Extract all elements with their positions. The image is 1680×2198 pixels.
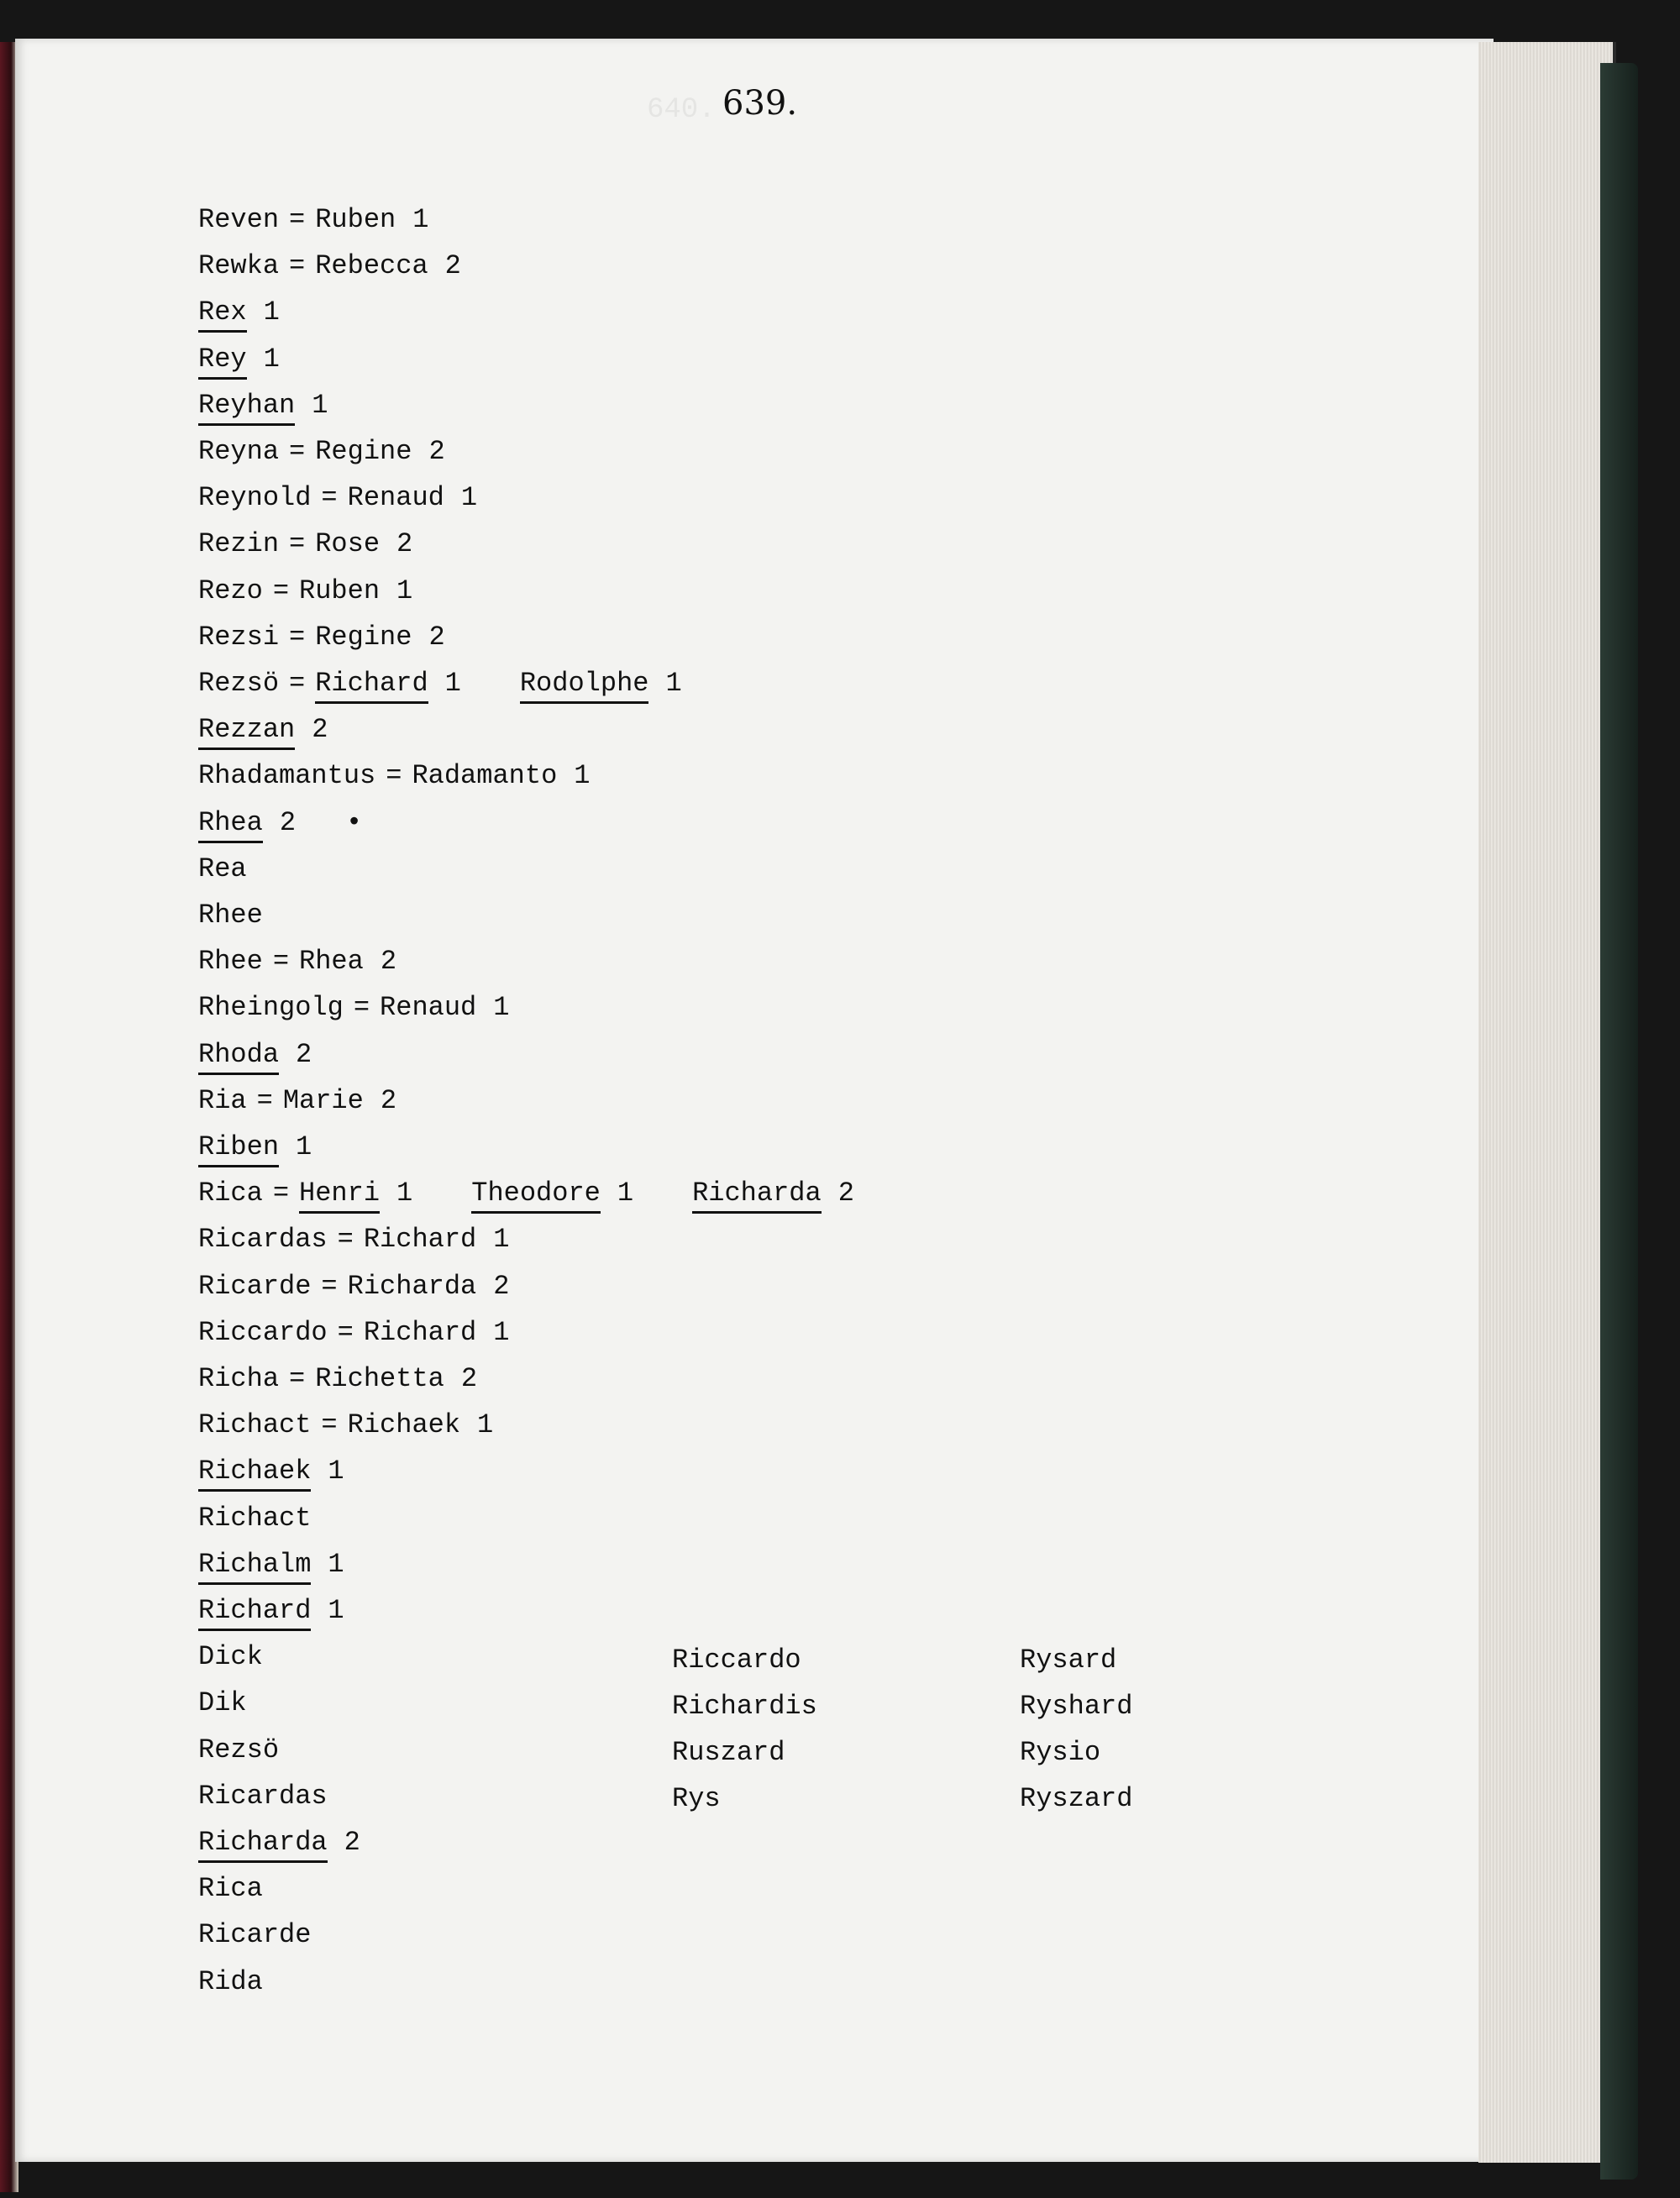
- index-entry: [198, 1268, 509, 1305]
- equals-sign: =: [337, 1224, 354, 1256]
- index-entry: [198, 248, 461, 285]
- entry-name: Rica: [198, 1178, 263, 1209]
- bleed-through-page-number: 640.: [647, 94, 716, 126]
- entry-count: 1: [477, 1409, 494, 1441]
- entry-name: Rezsö: [198, 668, 280, 699]
- entry-equivalent: Rebecca: [315, 250, 428, 282]
- index-entry: [198, 1036, 312, 1073]
- entry-name: Rezsi: [198, 621, 280, 653]
- entry-name: Rezo: [198, 574, 263, 606]
- entry-name: Rezin: [198, 528, 280, 560]
- equals-sign: =: [321, 1270, 338, 1302]
- entry-name: Rhee: [198, 900, 263, 931]
- variant-name: Rys: [672, 1783, 721, 1814]
- equals-sign: =: [289, 528, 306, 560]
- entry-name: Dick: [198, 1641, 263, 1673]
- entry-name: Ricardas: [198, 1780, 328, 1812]
- extra-count: 2: [837, 1178, 854, 1209]
- entry-name: Reyna: [198, 436, 280, 467]
- index-entry: [198, 1453, 344, 1490]
- entry-equivalent: Richarda: [347, 1270, 477, 1302]
- index-entry: [198, 433, 445, 470]
- index-entry: [198, 1732, 279, 1769]
- equals-sign: =: [321, 1409, 338, 1441]
- entry-count: 2: [279, 806, 297, 838]
- index-entry: [198, 1917, 311, 1954]
- index-entry: [198, 897, 263, 934]
- entry-name: Ricarde: [198, 1270, 312, 1302]
- index-entry: [198, 619, 445, 656]
- entry-equivalent: Ruben: [315, 204, 396, 235]
- index-entry: [198, 1407, 493, 1444]
- richard-variants-col2: [672, 1642, 817, 1827]
- index-entry: [198, 1361, 477, 1398]
- entry-name: Richard: [198, 1595, 311, 1631]
- entry-count: 1: [328, 1595, 344, 1626]
- entry-equivalent: Richard: [363, 1316, 477, 1348]
- entry-equivalent: Richetta: [315, 1363, 444, 1394]
- entry-equivalent: Richaek: [347, 1409, 461, 1441]
- book-cover-right: [1600, 63, 1638, 2180]
- index-entry: [198, 1639, 263, 1676]
- entry-name: Rewka: [198, 250, 280, 282]
- entry-count: 2: [344, 1827, 360, 1858]
- index-entry: [198, 480, 477, 517]
- index-entry: [198, 1870, 263, 1907]
- entry-name: Ricardas: [198, 1224, 328, 1256]
- entry-name: Rex: [198, 296, 247, 333]
- equals-sign: =: [321, 482, 338, 514]
- entry-name: Rezzan: [198, 714, 295, 750]
- entry-extra-reference: [471, 1175, 633, 1214]
- equals-sign: =: [289, 668, 306, 699]
- equals-sign: =: [289, 621, 306, 653]
- extra-count: 1: [617, 1178, 634, 1209]
- index-entry: [198, 805, 362, 842]
- entry-count: 1: [574, 760, 591, 792]
- entry-equivalent: Rhea: [299, 946, 364, 978]
- index-entry: [198, 1221, 509, 1258]
- entry-count: 1: [296, 1131, 312, 1162]
- equals-sign: =: [289, 436, 306, 467]
- entry-name: Riben: [198, 1131, 279, 1167]
- index-entry: [198, 1175, 854, 1212]
- entry-name: Ricarde: [198, 1919, 312, 1951]
- entry-equivalent: Radamanto: [412, 760, 558, 792]
- index-entry: [198, 1500, 311, 1537]
- entry-equivalent: Marie: [282, 1084, 364, 1116]
- entry-name: Rey: [198, 344, 247, 380]
- index-entry: [198, 1314, 509, 1351]
- index-entry: [198, 1083, 396, 1120]
- entry-count: 1: [396, 1178, 413, 1209]
- index-entry: [198, 526, 412, 563]
- entry-name: Richarda: [198, 1827, 328, 1863]
- equals-sign: =: [272, 1178, 290, 1209]
- equals-sign: =: [353, 992, 370, 1024]
- index-entry: [198, 1778, 328, 1815]
- entry-name: Reyhan: [198, 390, 295, 426]
- richard-variants-col3: [1020, 1642, 1132, 1827]
- extra-count: 1: [665, 668, 682, 699]
- equals-sign: =: [272, 946, 290, 978]
- variant-name: Rysio: [1020, 1737, 1101, 1768]
- index-entry: [198, 1546, 344, 1583]
- entry-name: Richalm: [198, 1549, 311, 1585]
- entry-equivalent: Regine: [315, 621, 412, 653]
- equals-sign: =: [256, 1084, 273, 1116]
- entry-count: 1: [328, 1456, 344, 1487]
- entry-count: 2: [444, 250, 461, 282]
- entry-name: Rhoda: [198, 1039, 279, 1075]
- entry-count: 2: [380, 946, 397, 978]
- entry-equivalent: Rose: [315, 528, 381, 560]
- equals-sign: =: [386, 760, 402, 792]
- entry-name: Rhee: [198, 946, 263, 978]
- index-entry: [198, 1964, 263, 2001]
- entry-name: Rica: [198, 1873, 263, 1905]
- entry-name: Ria: [198, 1084, 247, 1116]
- entry-count: 1: [328, 1548, 344, 1580]
- entry-count: 1: [444, 668, 461, 699]
- extra-name: Richarda: [692, 1178, 822, 1214]
- entry-count: 2: [312, 714, 328, 746]
- index-entry: [198, 1129, 312, 1166]
- index-entry: [198, 387, 328, 424]
- index-entry: [198, 573, 412, 610]
- index-entry: [198, 1592, 344, 1629]
- index-entry: [198, 851, 247, 888]
- entry-name: Reynold: [198, 482, 312, 514]
- index-entry: [198, 711, 328, 748]
- entry-name: Dik: [198, 1687, 247, 1719]
- variant-name: Rysard: [1020, 1645, 1117, 1676]
- index-entry: [198, 1685, 247, 1722]
- entry-equivalent: Henri: [299, 1178, 380, 1214]
- extra-name: Rodolphe: [520, 668, 649, 704]
- entry-count: 1: [493, 1316, 510, 1348]
- entry-count: 1: [493, 1224, 510, 1256]
- equals-sign: =: [337, 1316, 354, 1348]
- entry-count: 2: [493, 1270, 510, 1302]
- entry-count: 1: [312, 389, 328, 421]
- entry-count: 1: [263, 296, 280, 328]
- entry-count: 2: [296, 1038, 312, 1070]
- variant-name: Ryszard: [1020, 1783, 1133, 1814]
- index-entry: [198, 989, 509, 1026]
- entry-name: Rea: [198, 852, 247, 884]
- index-entry: [198, 665, 682, 702]
- index-entry: [198, 202, 428, 239]
- entry-equivalent: Richard: [363, 1224, 477, 1256]
- entry-equivalent: Richard: [315, 668, 428, 704]
- entry-name: Reven: [198, 204, 280, 235]
- entry-name: Riccardo: [198, 1316, 328, 1348]
- stray-mark: •: [346, 806, 363, 838]
- entry-count: 2: [460, 1363, 478, 1394]
- entry-name: Richa: [198, 1363, 280, 1394]
- entry-name: Richact: [198, 1409, 312, 1441]
- variant-name: Ruszard: [672, 1737, 785, 1768]
- entry-count: 2: [380, 1084, 397, 1116]
- entry-extra-reference: [692, 1175, 854, 1214]
- entry-count: 2: [428, 621, 445, 653]
- equals-sign: =: [289, 1363, 306, 1394]
- entry-count: 1: [263, 343, 280, 375]
- entry-name: Rida: [198, 1965, 263, 1997]
- variant-name: Riccardo: [672, 1645, 801, 1676]
- entry-extra-reference: [520, 665, 682, 704]
- equals-sign: =: [289, 250, 306, 282]
- entry-equivalent: Renaud: [380, 992, 477, 1024]
- entry-count: 1: [460, 482, 478, 514]
- entry-name: Richaek: [198, 1456, 311, 1492]
- index-entry: [198, 294, 280, 331]
- entry-name: Rezsö: [198, 1734, 280, 1765]
- entry-count: 2: [428, 436, 445, 467]
- entry-name: Rhea: [198, 807, 263, 843]
- index-entry: [198, 341, 280, 378]
- equals-sign: =: [289, 204, 306, 235]
- index-entry: [198, 1824, 360, 1861]
- index-entry: [198, 943, 396, 980]
- entry-count: 2: [396, 528, 413, 560]
- equals-sign: =: [272, 574, 290, 606]
- page-edges: [1478, 42, 1616, 2163]
- entry-equivalent: Renaud: [347, 482, 444, 514]
- variant-name: Richardis: [672, 1691, 817, 1722]
- variant-name: Ryshard: [1020, 1691, 1133, 1722]
- entry-name: Richact: [198, 1502, 312, 1534]
- entry-count: 1: [412, 204, 429, 235]
- entry-count: 1: [396, 574, 413, 606]
- extra-name: Theodore: [471, 1178, 601, 1214]
- entry-equivalent: Regine: [315, 436, 412, 467]
- entry-name: Rhadamantus: [198, 760, 376, 792]
- entry-name: Rheingolg: [198, 992, 344, 1024]
- entry-count: 1: [493, 992, 510, 1024]
- index-entry: [198, 758, 590, 795]
- page-number: 639.: [722, 84, 798, 123]
- entry-equivalent: Ruben: [299, 574, 381, 606]
